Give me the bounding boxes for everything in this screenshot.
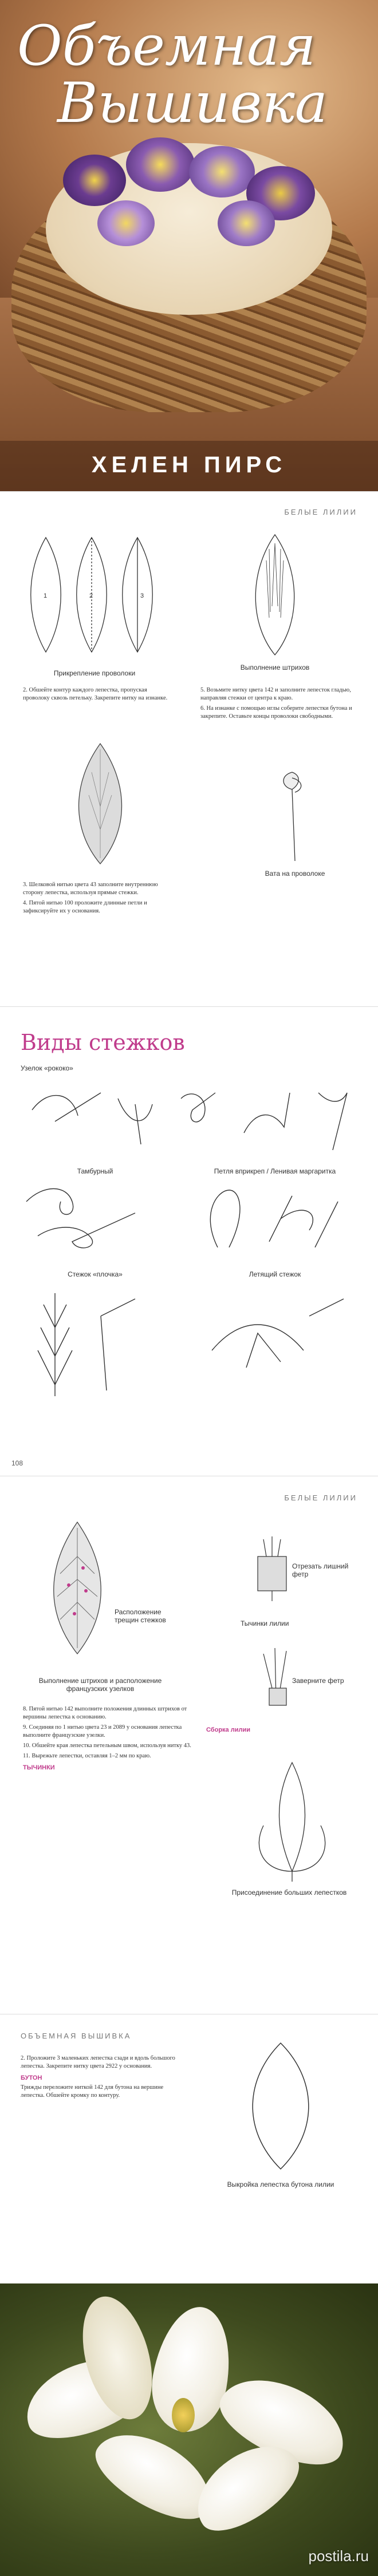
caption-template: Выкройка лепестка бутона лилии — [227, 2180, 334, 2188]
paragraph: 4. Пятой нитью 100 проложите длинные петли и зафиксируйте их у основания. — [23, 900, 147, 914]
label-french-knot: Узелок «рококо» — [21, 1064, 73, 1072]
pansy-flower — [189, 146, 255, 197]
page-stitch-types — [0, 1006, 378, 1476]
page-number: 108 — [11, 1459, 23, 1467]
heading-bud: БУТОН — [21, 2075, 42, 2081]
caption-wire: Прикрепление проволоки — [53, 669, 136, 677]
page-rubric: ОБЪЕМНАЯ ВЫШИВКА — [21, 2032, 132, 2040]
text-column — [21, 2055, 181, 2102]
pansy-flower — [97, 200, 155, 246]
caption-stitches: Выполнение штрихов — [240, 663, 310, 671]
page-volume-embroidery — [0, 2014, 378, 2576]
paragraph: 2. Проложите 3 маленьких лепестка сзади и вдоль большого лепестка. Закрепите нитку цвета 2922 у основания. — [21, 2055, 175, 2069]
label-flying: Летящий стежок — [249, 1270, 301, 1278]
tambour-diagram — [21, 1179, 181, 1259]
paragraph: 3. Шелковой нитью цвета 43 заполните внутреннюю сторону лепестка, используя прямые стежки. — [23, 882, 158, 896]
caption-wire-vase: Вата на проволоке — [265, 870, 325, 878]
wire-with-cotton-diagram — [269, 767, 321, 864]
lily-photo — [0, 2283, 378, 2576]
paragraph: 11. Вырежьте лепестки, оставляя 1–2 мм по краю. — [23, 1753, 151, 1759]
attach-petals-diagram — [241, 1757, 344, 1883]
caption-fringe: Отрезать лишний фетр — [292, 1562, 349, 1578]
pansy-flower — [63, 155, 126, 206]
caption-attach: Присоединение больших лепестков — [231, 1888, 347, 1897]
book-cover — [0, 0, 378, 491]
label-tambour: Тамбурный — [77, 1167, 113, 1175]
stitches-diagram — [218, 526, 332, 663]
heading-assembly: Сборка лилии — [206, 1726, 250, 1733]
assembly-column — [206, 1722, 355, 1736]
bud-petal-template — [229, 2037, 332, 2175]
book-title — [17, 14, 328, 135]
pansy-flower — [218, 200, 275, 246]
book-title-line1: Объемная — [17, 14, 316, 78]
french-knot-diagram — [21, 1076, 359, 1161]
text-right-column — [200, 686, 355, 723]
heading-stamen: ТЫЧИНКИ — [23, 1764, 55, 1771]
flying-stitch-diagram — [195, 1282, 355, 1408]
fly-stitch-diagram — [21, 1282, 181, 1408]
lily-petal-layout-diagram — [34, 1516, 120, 1660]
page-white-lilies-2 — [0, 1476, 378, 2014]
page-white-lilies-1 — [0, 491, 378, 1006]
paragraph: 8. Пятой нитью 142 выполните положения длинных штрихов от вершины лепестка к основанию. — [23, 1706, 187, 1720]
book-author: ХЕЛЕН ПИРС — [91, 452, 287, 477]
svg-text:3: 3 — [140, 592, 144, 599]
text-column — [23, 1705, 195, 1773]
lily-center — [172, 2398, 195, 2432]
text-left-column-2 — [23, 881, 172, 918]
lazy-daisy-diagram — [195, 1179, 355, 1259]
section-title: Виды стежков — [21, 1030, 185, 1055]
label-fly: Стежок «плочка» — [68, 1270, 123, 1278]
caption-stamen: Тычинки лилии — [241, 1619, 289, 1627]
page-rubric: БЕЛЫЕ ЛИЛИИ — [284, 508, 357, 516]
paragraph: Трижды переложите ниткой 142 для бутона на вершине лепестка. Обшейте кромку по контуру. — [21, 2084, 164, 2099]
pansy-flower — [126, 137, 195, 192]
paragraph: 10. Обшейте края лепестка петельным швом, используя нитку 43. — [23, 1743, 191, 1749]
caption-layout: Расположение трещин стежков — [115, 1608, 166, 1624]
paragraph: 6. На изнанке с помощью иглы соберите лепестки бутона и закрепите. Оставьте концы проволоки свободными. — [200, 705, 352, 720]
watermark: postila.ru — [308, 2547, 369, 2565]
wire-attachment-diagram — [23, 526, 166, 663]
book-title-line2: Вышивка — [57, 71, 328, 135]
paragraph: 2. Обшейте контур каждого лепестка, пропуская проволоку сквозь петельку. Закрепите нитку на изнанке. — [23, 687, 168, 701]
svg-text:1: 1 — [44, 592, 48, 599]
paragraph: 5. Возьмите нитку цвета 142 и заполните лепесток гладью, направляя стежки от центра к краю. — [200, 687, 351, 701]
caption-wrap: Заверните фетр — [292, 1677, 344, 1685]
caption-execution: Выполнение штрихов и расположение французских узелков — [38, 1677, 162, 1693]
label-loop: Петля вприкреп / Ленивая маргаритка — [214, 1167, 336, 1175]
page-rubric: БЕЛЫЕ ЛИЛИИ — [284, 1494, 357, 1502]
filled-petal-diagram — [63, 738, 137, 870]
paragraph: 9. Соединяя по 1 нитью цвета 23 и 2089 у основания лепестка выполните французские узелки. — [23, 1724, 182, 1739]
svg-text:2: 2 — [89, 592, 93, 599]
text-left-column — [23, 686, 172, 705]
